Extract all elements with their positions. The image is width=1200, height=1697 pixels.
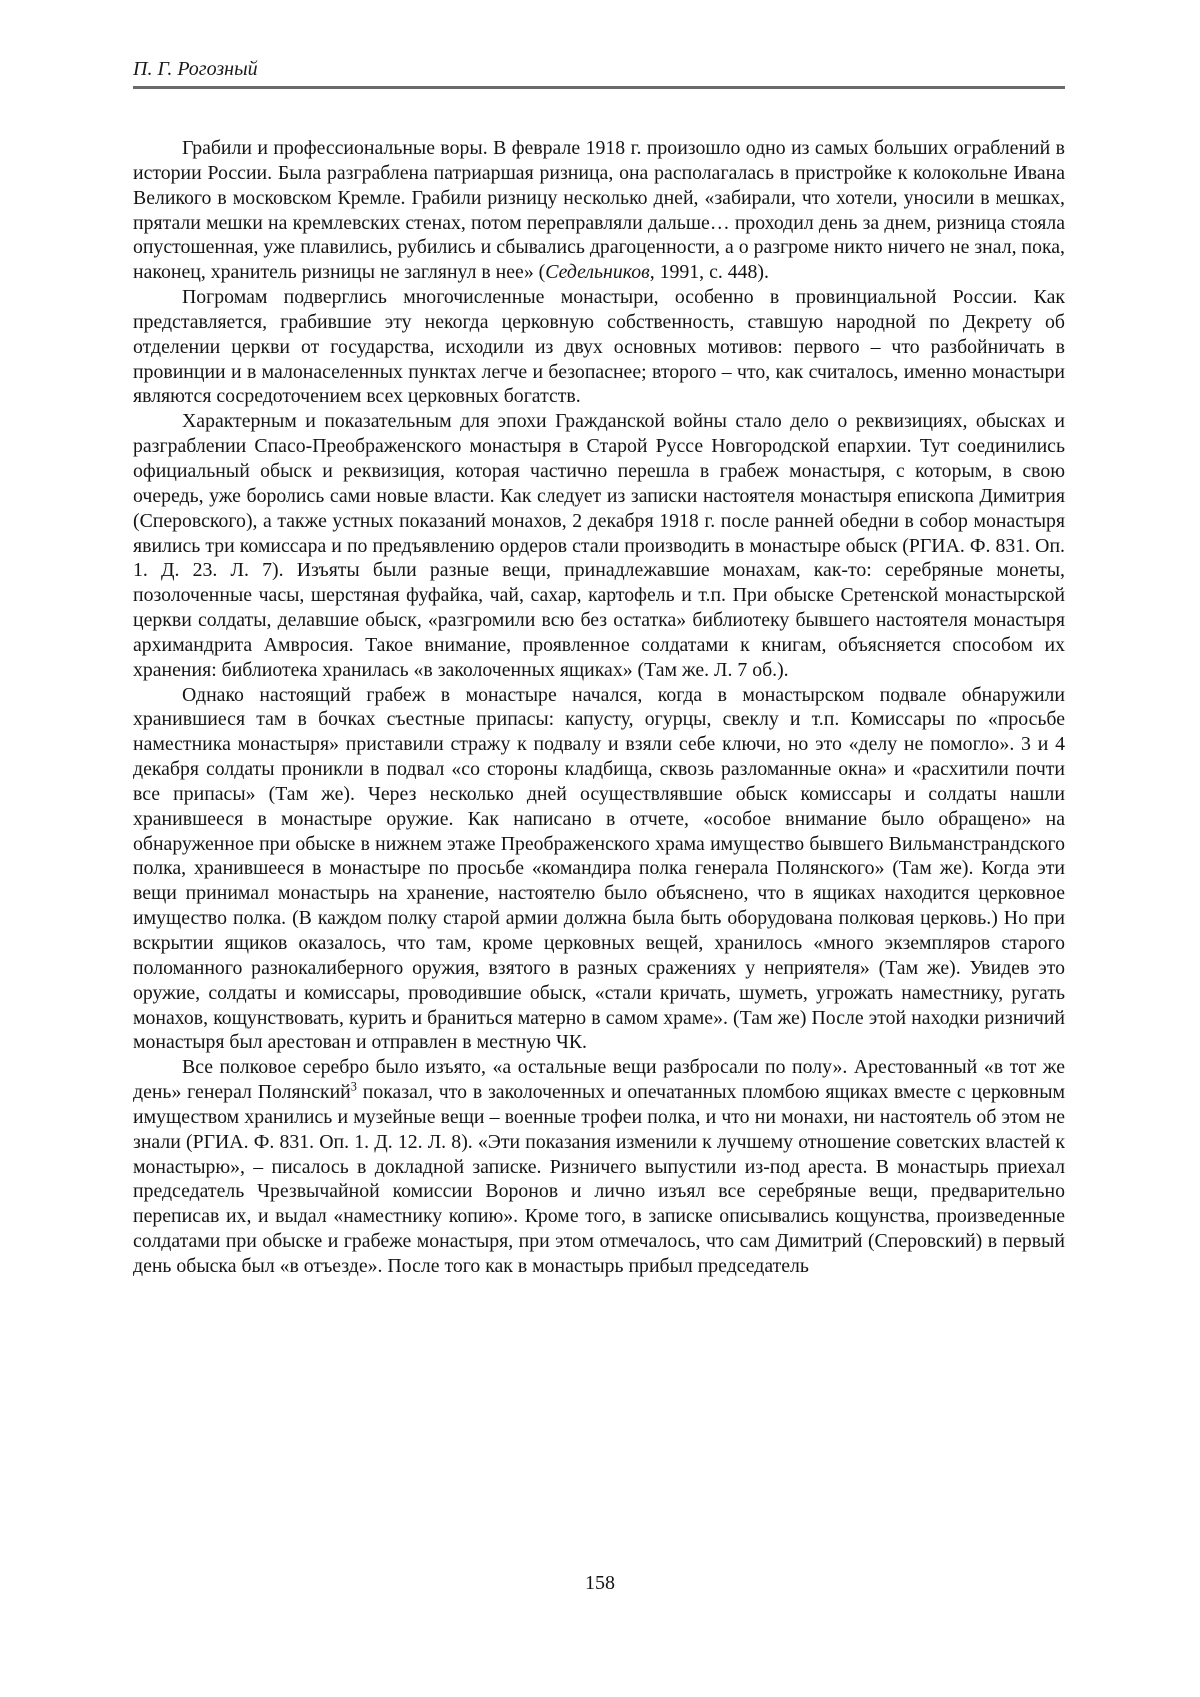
- italic-citation: Седельников: [545, 261, 650, 284]
- paragraph: [133, 136, 1065, 285]
- text-run: Погромам подверглись многочисленные монастыри, особенно в провинциальной России. Как представляется, грабившие эту некогда церковную собственность, ставшую народной по Декрету об отделении церкви от государства, исходили из двух основных мотивов: первого – что разбойничать в провинции и в малонаселенных пунктах легче и безопаснее; второго – что, как считалось, именно монастыри являются сосредоточением всех церковных богатств.: [133, 286, 1065, 408]
- paragraph: [133, 683, 1065, 1056]
- paragraph: [133, 409, 1065, 682]
- text-run: Все полковое серебро было изъято, «а остальные вещи разбросали по полу». Арестованный «в тот же день» генерал Полянский: [133, 1056, 1065, 1104]
- header-rule: [133, 86, 1065, 89]
- article-body: [133, 136, 1065, 1279]
- footnote-marker: 3: [350, 1079, 357, 1094]
- paragraph: [133, 285, 1065, 409]
- text-run: , 1991, с. 448).: [649, 261, 769, 284]
- running-header-author: П. Г. Рогозный: [133, 58, 258, 80]
- page-number: 158: [585, 1572, 615, 1594]
- paragraph: [133, 1055, 1065, 1279]
- text-run: Однако настоящий грабеж в монастыре начался, когда в монастырском подвале обнаружили хранившиеся там в бочках съестные припасы: капусту, огурцы, свеклу и т.п. Комиссары по «просьбе наместника монастыря» приставили стражу к подвалу и взяли себе ключи, но это «делу не помогло». 3 и 4 декабря солдаты проникли в подвал «со стороны кладбища, сквозь разломанные окна» и «расхитили почти все припасы» (Там же). Через несколько дней осуществлявшие обыск комиссары и солдаты нашли хранившееся в монастыре оружие. Как написано в отчете, «особое внимание было обращено» на обнаруженное при обыске в нижнем этаже Преображенского храма имущество бывшего Вильманстрандского полка, хранившееся в монастыре по просьбе «командира полка генерала Полянского» (Там же). Когда эти вещи принимал монастырь на хранение, настоятелю было объяснено, что в ящиках находится церковное имущество полка. (В каждом полку старой армии должна была быть оборудована полковая церковь.) Но при вскрытии ящиков оказалось, что там, кроме церковных вещей, хранилось «много экземпляров старого поломанного разнокалиберного оружия, взятого в разных сражениях у неприятеля» (Там же). Увидев это оружие, солдаты и комиссары, проводившие обыск, «стали кричать, шуметь, угрожать наместнику, ругать монахов, кощунствовать, курить и браниться матерно в самом храме». (Там же) После этой находки ризничий монастыря был арестован и отправлен в местную ЧК.: [133, 683, 1065, 1054]
- text-run: Грабили и профессиональные воры. В феврале 1918 г. произошло одно из самых больших ограблений в истории России. Была разграблена патриаршая ризница, она располагалась в пристройке к колокольне Ивана Великого в московском Кремле. Грабили ризницу несколько дней, «забирали, что хотели, уносили в мешках, прятали мешки на кремлевских стенах, потом переправляли дальше… проходил день за днем, ризница стояла опустошенная, уже плавились, рубились и сбывались драгоценности, а о разгроме никто ничего не знал, пока, наконец, хранитель ризницы не заглянул в нее» (: [133, 137, 1065, 284]
- text-run: показал, что в заколоченных и опечатанных пломбою ящиках вместе с церковным имуществом хранились и музейные вещи – военные трофеи полка, и что ни монахи, ни настоятель об этом не знали (РГИА. Ф. 831. Оп. 1. Д. 12. Л. 8). «Эти показания изменили к лучшему отношение советских властей к монастырю», – писалось в докладной записке. Ризничего выпустили из-под ареста. В монастырь приехал председатель Чрезвычайной комиссии Воронов и лично изъял все серебряные вещи, предварительно переписав их, и выдал «наместнику копию». Кроме того, в записке описывались кощунства, произведенные солдатами при обыске и грабеже монастыря, при этом отмечалось, что сам Димитрий (Сперовский) в первый день обыска был «в отъезде». После того как в монастырь прибыл председатель: [133, 1081, 1066, 1277]
- text-run: Характерным и показательным для эпохи Гражданской войны стало дело о реквизициях, обысках и разграблении Спасо-Преображенского монастыря в Старой Руссе Новгородской епархии. Тут соединились официальный обыск и реквизиция, которая частично перешла в грабеж монастыря, с которым, в свою очередь, уже боролись сами новые власти. Как следует из записки настоятеля монастыря епископа Димитрия (Сперовского), а также устных показаний монахов, 2 декабря 1918 г. после ранней обедни в собор монастыря явились три комиссара и по предъявлению ордеров стали производить в монастыре обыск (РГИА. Ф. 831. Оп. 1. Д. 23. Л. 7). Изъяты были разные вещи, принадлежавшие монахам, как-то: серебряные монеты, позолоченные часы, шерстяная фуфайка, чай, сахар, картофель и т.п. При обыске Сретенской монастырской церкви солдаты, делавшие обыск, «разгромили всю без остатка» библиотеку бывшего настоятеля монастыря архимандрита Амвросия. Такое внимание, проявленное солдатами к книгам, объясняется способом их хранения: библиотека хранилась «в заколоченных ящиках» (Там же. Л. 7 об.).: [133, 410, 1065, 681]
- running-header: [133, 56, 1065, 89]
